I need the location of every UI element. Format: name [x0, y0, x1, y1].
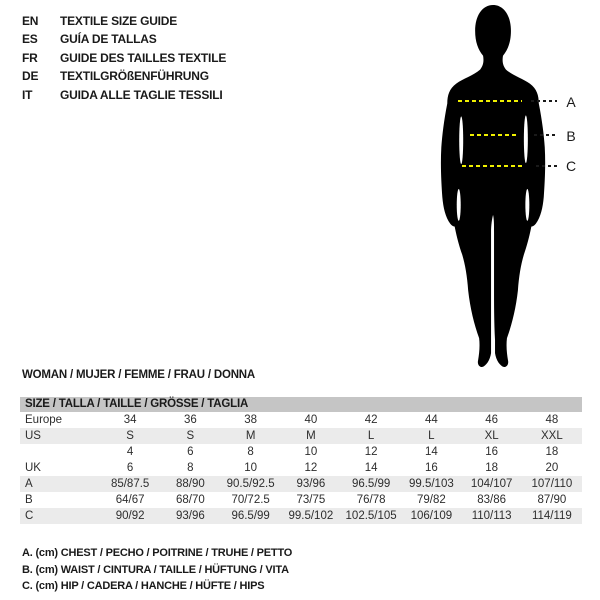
- table-cell: 36: [183, 414, 197, 426]
- table-header-bar: SIZE / TALLA / TAILLE / GRÖSSE / TAGLIA: [20, 397, 582, 412]
- table-cell: 106/109: [410, 510, 453, 522]
- table-cell: 64/67: [115, 494, 145, 506]
- table-cell: 34: [123, 414, 137, 426]
- waist-pointer-line: [534, 134, 557, 136]
- table-cell: 16: [424, 462, 438, 474]
- language-code: IT: [22, 87, 33, 102]
- table-cell: 8: [247, 446, 254, 458]
- size-table: [20, 412, 582, 524]
- table-row-hip: [20, 508, 582, 524]
- table-cell: 73/75: [296, 494, 326, 506]
- table-cell: 102.5/105: [345, 510, 397, 522]
- table-cell: 8: [187, 462, 194, 474]
- table-cell: 83/86: [477, 494, 507, 506]
- row-label: [20, 444, 100, 460]
- marker-letter-a: A: [566, 94, 576, 110]
- table-cell: 96.5/99: [351, 478, 391, 490]
- table-cell: 18: [485, 462, 499, 474]
- table-cell: 110/113: [471, 510, 512, 522]
- marker-letter-c: C: [565, 158, 577, 174]
- table-row-waist: [20, 492, 582, 508]
- waist-measure-line: [470, 134, 518, 136]
- table-cell: 99.5/103: [408, 478, 454, 490]
- table-cell: 16: [485, 446, 499, 458]
- table-cell: XL: [484, 430, 499, 442]
- row-label: UK: [25, 462, 41, 474]
- table-cell: 85/87.5: [110, 478, 150, 490]
- language-title: TEXTILGRÖßENFÜHRUNG: [60, 69, 209, 84]
- language-title: GUÍA DE TALLAS: [60, 32, 157, 47]
- table-cell: 10: [304, 446, 318, 458]
- table-cell: 10: [244, 462, 258, 474]
- table-cell: 87/90: [537, 494, 567, 506]
- table-cell: 18: [545, 446, 559, 458]
- table-cell: 76/78: [356, 494, 386, 506]
- table-cell: 38: [244, 414, 258, 426]
- table-cell: 107/110: [531, 478, 573, 490]
- table-cell: 104/107: [470, 478, 513, 490]
- table-cell: 12: [364, 446, 378, 458]
- measurement-legend: [22, 545, 292, 595]
- row-label: B: [25, 494, 33, 506]
- table-cell: M: [306, 430, 316, 442]
- language-code: ES: [22, 32, 38, 47]
- table-cell: M: [245, 430, 256, 442]
- table-cell: 114/119: [531, 510, 572, 522]
- table-row-uk: [20, 460, 582, 476]
- language-title: GUIDE DES TAILLES TEXTILE: [60, 50, 227, 65]
- table-row-chest: [20, 476, 582, 492]
- table-cell: 6: [187, 446, 194, 458]
- hip-pointer-line: [536, 165, 558, 167]
- table-cell: 90.5/92.5: [226, 478, 275, 490]
- table-cell: L: [367, 430, 375, 442]
- table-cell: 70/72.5: [231, 494, 270, 506]
- chest-measure-line: [458, 100, 522, 102]
- table-row-us-numeric: [20, 444, 582, 460]
- table-row-us: [20, 428, 582, 444]
- table-cell: 90/92: [115, 510, 145, 522]
- legend-waist: B. (cm) WAIST / CINTURA / TAILLE / HÜFTUNG / VITA: [22, 563, 289, 576]
- table-cell: 4: [126, 446, 134, 458]
- language-code: EN: [22, 14, 39, 28]
- table-cell: 93/96: [175, 510, 205, 522]
- language-code: DE: [22, 69, 39, 84]
- table-cell: 44: [424, 414, 438, 426]
- legend-chest: A. (cm) CHEST / PECHO / POITRINE / TRUHE / PETTO: [22, 547, 293, 559]
- table-cell: L: [428, 430, 435, 442]
- language-title: GUIDA ALLE TAGLIE TESSILI: [60, 87, 223, 102]
- table-cell: XXL: [541, 430, 563, 442]
- row-label: US: [25, 430, 41, 442]
- table-cell: 42: [364, 414, 378, 426]
- language-title: TEXTILE SIZE GUIDE: [60, 14, 178, 28]
- marker-letter-b: B: [566, 128, 576, 144]
- table-cell: 14: [424, 446, 438, 458]
- row-label: Europe: [25, 414, 63, 426]
- table-cell: 6: [126, 462, 134, 474]
- table-cell: 79/82: [416, 494, 446, 506]
- hip-measure-line: [462, 165, 523, 167]
- table-cell: 20: [545, 462, 559, 474]
- row-label: C: [25, 510, 34, 522]
- woman-silhouette: [430, 4, 570, 372]
- table-cell: 12: [304, 462, 318, 474]
- table-cell: 40: [304, 414, 318, 426]
- chest-pointer-line: [531, 100, 557, 102]
- table-cell: 93/96: [296, 478, 326, 490]
- language-code: FR: [22, 50, 38, 65]
- table-cell: 96.5/99: [231, 510, 270, 522]
- table-cell: 88/90: [175, 478, 205, 490]
- table-cell: 68/70: [175, 494, 205, 506]
- table-row-europe: [20, 412, 582, 428]
- table-cell: 14: [364, 462, 378, 474]
- table-cell: 99.5/102: [288, 510, 334, 522]
- legend-hip: C. (cm) HIP / CADERA / HANCHE / HÜFTE / HIPS: [22, 580, 265, 592]
- table-cell: S: [126, 430, 134, 442]
- table-title: WOMAN / MUJER / FEMME / FRAU / DONNA: [22, 369, 256, 381]
- table-cell: S: [186, 430, 195, 442]
- row-label: A: [25, 478, 33, 490]
- table-cell: 48: [545, 414, 559, 426]
- table-cell: 46: [485, 414, 499, 426]
